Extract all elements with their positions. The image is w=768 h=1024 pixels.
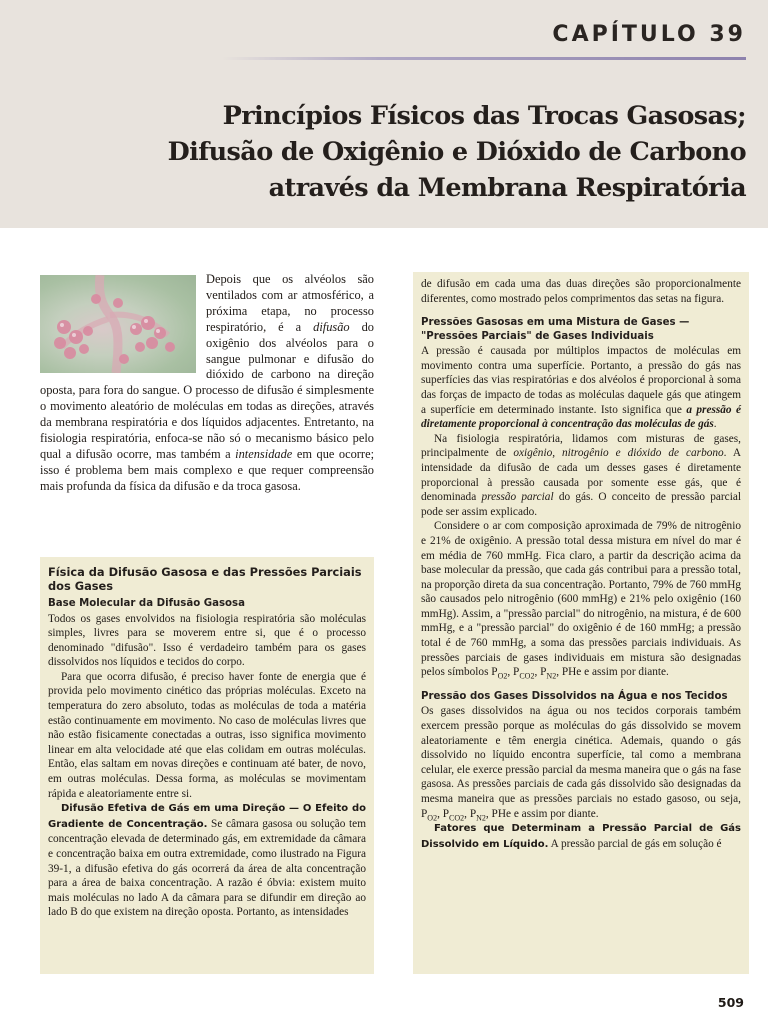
title-line: Difusão de Oxigênio e Dióxido de Carbono xyxy=(167,137,746,167)
subsection-heading: Pressão dos Gases Dissolvidos na Água e nos Tecidos xyxy=(421,690,728,702)
subsection-heading: Pressões Gasosas em uma Mistura de Gases — "Pressões Parciais" de Gases Individuais xyxy=(421,317,690,342)
intro-text xyxy=(40,272,374,495)
paragraph: Todos os gases envolvidos na fisiologia respiratória são moléculas simples, livres para se moverem entre si, que é o processo denominado "difusão". Isso é verdadeiro também para os gases dissolvidos nos líquidos e tecidos do corpo. xyxy=(48,612,366,669)
paragraph: Considere o ar com composição aproximada de 79% de nitrogênio e 21% de oxigênio. A pressão total dessa mistura em nível do mar é em média de 760 mmHg. Fica claro, a partir da descrição acima da base molecular da pressão, que cada gás contribui para a pressão total, na proporção direta da sua concentração. Portanto, 79% de 760 mmHg são causados pelo nitrogênio (600 mmHg) e 21% pelo oxigênio (160 mmHg). Assim, a "pressão parcial" do nitrogênio, na mistura, é de 600 mmHg, e a "pressão parcial" do oxigênio é de 160 mmHg; a pressão total é de 760 mmHg, a soma das pressões parciais individuais. As pressões parciais de gases individuais em mistura são designadas pelos símbolos $P_{O2}$, $P_{CO2}$, $P_{N2}$, PHe e assim por diante. xyxy=(421,520,741,681)
paragraph: Fatores que Determinam a Pressão Parcial de Gás Dissolvido em Líquido. A pressão parcial de gás em solução é xyxy=(421,823,741,850)
chapter-header xyxy=(0,0,768,228)
chapter-label: CAPÍTULO 39 xyxy=(552,22,746,47)
header-rule xyxy=(222,57,746,60)
paragraph: A pressão é causada por múltiplos impactos de moléculas em movimento contra uma superfície. Portanto, a pressão do gás nas superfícies das vias respiratórias e dos alvéolos é proporcional à soma das forças de impacto de todas as moléculas daquele gás que atingem a superfície em determinado instante. Isto significa que a pressão é diretamente proporcional à concentração das moléculas de gás. xyxy=(421,345,741,431)
title-line: através da Membrana Respiratória xyxy=(268,173,746,203)
paragraph: Na fisiologia respiratória, lidamos com misturas de gases, principalmente de oxigênio, nitrogênio e dióxido de carbono. A intensidade da difusão de cada um desses gases é diretamente proporcional à pressão causada por somente esse gás, que é denominada pressão parcial do gás. O conceito de pressão parcial pode ser assim explicado. xyxy=(421,432,741,518)
right-section-box xyxy=(413,272,749,974)
page-number: 509 xyxy=(717,995,744,1010)
paragraph: Difusão Efetiva de Gás em uma Direção — O Efeito do Gradiente de Concentração. Se câmara gasosa ou solução tem concentração elevada de determinado gás, em extremidade da câmara e concentração baixa em outra extremidade, como ilustrado na Figura 39-1, a difusão efetiva do gás ocorrerá da área de alta concentração para a área de baixa concentração. A razão é óbvia: existem muito mais moléculas no lado A da câmara para se difundir em direção ao lado B do que existem na direção oposta. Portanto, as intensidades xyxy=(48,803,366,919)
paragraph: de difusão em cada uma das duas direções são proporcionalmente diferentes, como mostrado pelos comprimentos das setas na figura. xyxy=(421,278,741,305)
paragraph: Para que ocorra difusão, é preciso haver fonte de energia que é provida pelo movimento cinético das próprias moléculas. Exceto na temperatura do zero absoluto, todas as moléculas de toda a matéria estão continuamente em movimento. No caso de moléculas livres que não estão fisicamente conectadas a outras, isso significa movimento linear em alta velocidade até que elas colidam em outras moléculas. Então, elas saltam em novas direções e continuam até bater, de novo, em outras moléculas. Dessa forma, as moléculas se movimentam rápida e aleatoriamente entre si. xyxy=(48,670,366,800)
paragraph: Os gases dissolvidos na água ou nos tecidos corporais também exercem pressão porque as moléculas do gás dissolvido se movem aleatoriamente e têm energia cinética. Ademais, quando o gás dissolvido no líquido encontra superfície, tal como a membrana celular, ele exerce pressão parcial da mesma maneira que o gás na fase gasosa. As pressões parciais de cada gás dissolvido são designadas da mesma maneira que as pressões parciais no estado gasoso, ou seja, $P_{O2}$, $P_{CO2}$, $P_{N2}$, PHe e assim por diante. xyxy=(421,705,741,822)
title-line: Princípios Físicos das Trocas Gasosas; xyxy=(222,101,746,131)
left-section-box xyxy=(40,557,374,974)
section-heading: Física da Difusão Gasosa e das Pressões Parciais dos Gases xyxy=(48,565,362,593)
chapter-title xyxy=(66,98,746,206)
intro-paragraph: Depois que os alvéolos são ventilados com ar atmosférico, a próxima etapa, no processo respiratório, é a difusão do oxigênio dos alvéolos para o sangue pulmonar e difusão do dióxido de carbono na direção oposta, para fora do sangue. O processo de difusão é simplesmente o movimento aleatório de moléculas em todas as direções, através da membrana respiratória e dos líquidos adjacentes. Entretanto, na fisiologia respiratória, enfoca-se não só o mecanismo básico pelo qual a difusão ocorre, mas também a intensidade em que ocorre; isso é problema bem mais complexo e que requer compreensão mais profunda da física da difusão e da troca gasosa. xyxy=(40,272,375,493)
subsection-heading: Base Molecular da Difusão Gasosa xyxy=(48,598,245,609)
